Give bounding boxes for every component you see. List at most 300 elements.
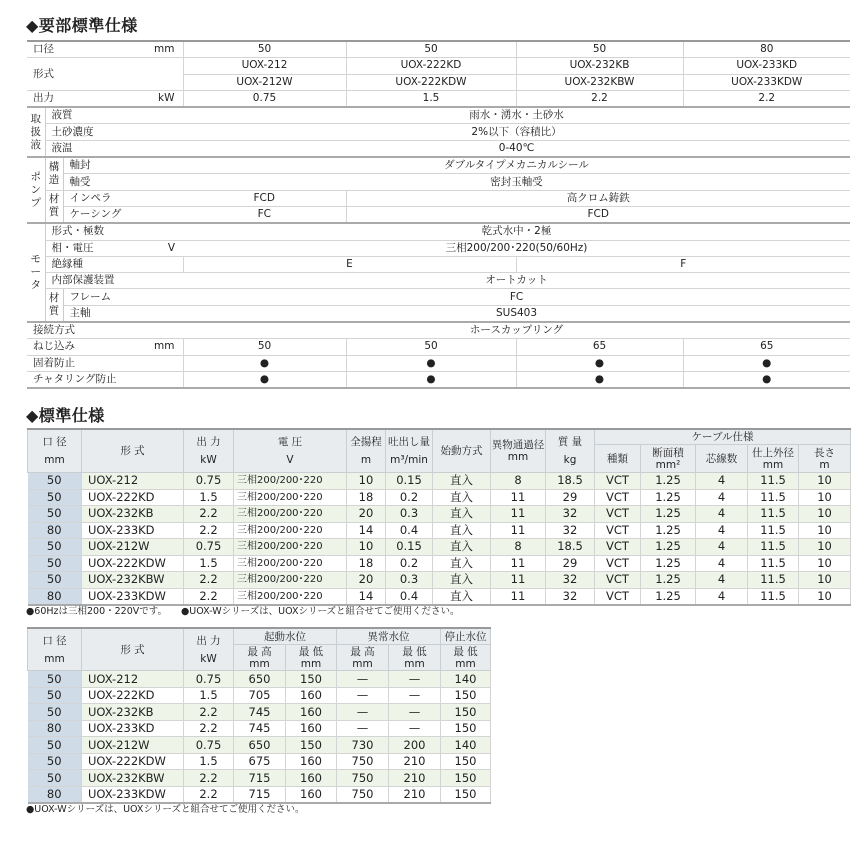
table-cell: 10 (799, 572, 851, 589)
table-cell: UOX-222KD (82, 489, 184, 506)
table-cell: 10 (347, 473, 386, 490)
table-cell: 4 (696, 522, 748, 539)
table-cell: UOX-233KDW (82, 786, 184, 803)
table-row (28, 572, 851, 589)
group-label: ポンプ (27, 157, 45, 223)
table-cell: — (337, 720, 389, 737)
group-label: 取扱液 (27, 107, 45, 157)
header-label: 最 高 (247, 645, 272, 658)
table-cell: 直入 (433, 489, 491, 506)
col-cores: 芯線数 (696, 445, 748, 473)
cell: オートカット (183, 273, 850, 289)
col-cable-group: ケーブル仕様 (595, 429, 851, 445)
footnote: ●60Hzは三相200・220Vです。 (26, 606, 168, 617)
standard-specs-table (27, 428, 851, 606)
cell: 高クロム鋳鉄 (346, 190, 850, 206)
label: 固着防止 (27, 355, 183, 371)
table-cell: 10 (799, 522, 851, 539)
header-label: 全揚程 (350, 436, 382, 448)
header-label: 長さ (814, 446, 835, 459)
table-cell: 0.75 (184, 539, 234, 556)
cell: 50 (346, 41, 516, 58)
table-cell: 11.5 (748, 572, 799, 589)
table-row (28, 753, 491, 770)
table-cell: 1.25 (641, 572, 696, 589)
table-cell: 直入 (433, 522, 491, 539)
header-label: 仕上外径 (752, 446, 794, 459)
header-label: 出 力 (196, 436, 221, 448)
cell: 2.2 (516, 90, 683, 107)
table-cell: UOX-222KDW (82, 555, 184, 572)
subgroup-label: 構造 (45, 157, 63, 190)
table-cell: 2.2 (184, 588, 234, 605)
label: 液質 (45, 107, 183, 124)
table-cell: VCT (595, 572, 641, 589)
col-od (748, 445, 799, 473)
table-cell: 2.2 (184, 704, 234, 721)
cell: FCD (183, 190, 346, 206)
header-unit: kg (563, 454, 577, 466)
table-cell: 10 (347, 539, 386, 556)
table-cell: 0.2 (386, 489, 433, 506)
row-power (27, 90, 850, 107)
table-cell: 14 (347, 522, 386, 539)
table-cell: 1.25 (641, 522, 696, 539)
table-cell: 50 (28, 770, 82, 787)
col-alarm-level: 異常水位 (337, 628, 441, 645)
row-screw (27, 339, 850, 355)
table-cell: UOX-233KDW (82, 588, 184, 605)
table-cell: 650 (234, 737, 286, 754)
table-cell: VCT (595, 489, 641, 506)
table-cell: 32 (546, 522, 595, 539)
label: チャタリング防止 (27, 371, 183, 388)
row-anti-chatter (27, 371, 850, 388)
header-unit: mm (404, 657, 425, 670)
cell: F (516, 256, 850, 272)
label: 形式・極数 (45, 223, 183, 240)
dot-icon: ● (346, 355, 516, 371)
table-cell: 18 (347, 555, 386, 572)
table-cell: 150 (441, 704, 491, 721)
cell: ホースカップリング (183, 322, 850, 339)
header-label: 最 低 (298, 645, 324, 658)
label: フレーム (63, 289, 183, 305)
table-cell: 三相200/200･220 (234, 489, 347, 506)
table-row (28, 671, 491, 688)
label: 口径 (27, 41, 151, 58)
row-bore (27, 41, 850, 58)
row-connection (27, 322, 850, 339)
table-cell: UOX-222KDW (82, 753, 184, 770)
table-cell: 三相200/200･220 (234, 588, 347, 605)
cell: E (183, 256, 516, 272)
table-cell: 200 (389, 737, 441, 754)
dot-icon: ● (516, 371, 683, 388)
header-unit: mm (44, 652, 65, 665)
table-cell: 1.25 (641, 506, 696, 523)
cell: 50 (516, 41, 683, 58)
header-label: 口 径 (42, 634, 67, 647)
table-cell: 11 (491, 506, 546, 523)
col-mass (546, 429, 595, 473)
table-cell: 18 (347, 489, 386, 506)
table-cell: 1.25 (641, 555, 696, 572)
label: 軸受 (63, 174, 183, 190)
cell: 50 (183, 339, 346, 355)
table-cell: UOX-233KD (82, 720, 184, 737)
cell: UOX-233KDW (683, 74, 850, 90)
label: 液温 (45, 140, 183, 157)
table-cell: 2.2 (184, 770, 234, 787)
table-cell: 20 (347, 506, 386, 523)
row-liquid (27, 107, 850, 124)
table-cell: 11 (491, 522, 546, 539)
table-cell: — (337, 687, 389, 704)
table-row (28, 522, 851, 539)
table-cell: 10 (799, 506, 851, 523)
unit: mm (151, 41, 183, 58)
table-cell: UOX-233KD (82, 522, 184, 539)
label: 軸封 (63, 157, 183, 174)
table-cell: 20 (347, 572, 386, 589)
table-cell: 140 (441, 671, 491, 688)
table-cell: VCT (595, 555, 641, 572)
table-cell: — (337, 704, 389, 721)
label: 内部保護装置 (45, 273, 183, 289)
table-cell: 直入 (433, 555, 491, 572)
cell: UOX-212 (183, 58, 346, 74)
table-cell: 2.2 (184, 720, 234, 737)
label: 接続方式 (27, 322, 183, 339)
table-cell: — (389, 687, 441, 704)
unit: kW (151, 90, 183, 107)
col-start-method: 始動方式 (433, 429, 491, 473)
table-cell: UOX-232KBW (82, 770, 184, 787)
dot-icon: ● (683, 355, 850, 371)
cell: 三相200/200･220(50/60Hz) (183, 240, 850, 256)
row-frame (27, 289, 850, 305)
col-model: 形 式 (82, 429, 184, 473)
table-cell: 50 (28, 555, 82, 572)
header-unit: m (360, 454, 372, 466)
table-cell: 160 (286, 786, 337, 803)
header-unit: mm² (655, 458, 681, 471)
col-solid (491, 429, 546, 473)
table-row (28, 539, 851, 556)
table-cell: 50 (28, 753, 82, 770)
row-protection (27, 273, 850, 289)
table-cell: 32 (546, 572, 595, 589)
header-row (28, 628, 491, 645)
header-unit: m (819, 458, 830, 471)
table-cell: UOX-222KD (82, 687, 184, 704)
table-cell: 4 (696, 506, 748, 523)
cell: FC (183, 289, 850, 305)
table-cell: 50 (28, 737, 82, 754)
cell: 50 (183, 41, 346, 58)
col-power (184, 429, 234, 473)
cell: 雨水・湧水・土砂水 (183, 107, 850, 124)
cell: 65 (516, 339, 683, 355)
header-label: 最 低 (402, 645, 427, 658)
table-cell: 10 (799, 555, 851, 572)
table-cell: 80 (28, 720, 82, 737)
label: 絶縁種 (45, 256, 183, 272)
header-label: 吐出し量 (388, 436, 430, 448)
table-cell: 11.5 (748, 473, 799, 490)
table-cell: UOX-212 (82, 473, 184, 490)
cell: FCD (346, 206, 850, 223)
table-cell: 11.5 (748, 588, 799, 605)
dot-icon: ● (183, 371, 346, 388)
col-length (799, 445, 851, 473)
label: ねじ込み (27, 339, 151, 355)
col-max (337, 645, 389, 671)
row-anti-stick (27, 355, 850, 371)
table-cell: 29 (546, 555, 595, 572)
table-cell: 0.3 (386, 506, 433, 523)
subgroup-label: 材質 (45, 289, 63, 322)
table-cell: 745 (234, 704, 286, 721)
table-cell: 2.2 (184, 572, 234, 589)
table-cell: 1.5 (184, 489, 234, 506)
table-cell: 4 (696, 555, 748, 572)
table-cell: 50 (28, 671, 82, 688)
row-model (27, 58, 850, 74)
table-cell: 三相200/200･220 (234, 572, 347, 589)
header-unit: mm (507, 451, 529, 463)
table-cell: 32 (546, 506, 595, 523)
table-cell: 0.75 (184, 473, 234, 490)
cell: UOX-232KBW (516, 74, 683, 90)
table-cell: 1.25 (641, 588, 696, 605)
table-cell: 1.25 (641, 489, 696, 506)
table-cell: 11 (491, 555, 546, 572)
header-unit: mm (44, 454, 65, 466)
table-row (28, 489, 851, 506)
col-start-level: 起動水位 (234, 628, 337, 645)
cell: 乾式水中・2極 (183, 223, 850, 240)
table-cell: 11.5 (748, 539, 799, 556)
table-cell: VCT (595, 506, 641, 523)
header-unit: mm (352, 657, 373, 670)
header-unit: mm (249, 657, 270, 670)
table-cell: 2.2 (184, 522, 234, 539)
table-cell: VCT (595, 473, 641, 490)
cell: UOX-233KD (683, 58, 850, 74)
table-cell: 11.5 (748, 506, 799, 523)
label: 出力 (27, 90, 151, 107)
table-cell: 0.3 (386, 572, 433, 589)
table-cell: UOX-212W (82, 539, 184, 556)
cell: 2%以下（容積比） (183, 124, 850, 140)
col-head (347, 429, 386, 473)
cell: FC (183, 206, 346, 223)
dot-icon: ● (346, 371, 516, 388)
col-model: 形 式 (82, 628, 184, 671)
subgroup-label: 材質 (45, 190, 63, 223)
table-cell: 直入 (433, 588, 491, 605)
table-cell: — (389, 671, 441, 688)
table-cell: 50 (28, 687, 82, 704)
cell: 2.2 (683, 90, 850, 107)
table-cell: VCT (595, 539, 641, 556)
header-unit: mm (762, 458, 784, 471)
dot-icon: ● (683, 371, 850, 388)
table-cell: 4 (696, 489, 748, 506)
footnote: ●UOX-Wシリーズは、UOXシリーズと組合せてご使用ください。 (26, 804, 305, 815)
table-cell: 4 (696, 473, 748, 490)
table-row (28, 506, 851, 523)
table-cell: 8 (491, 473, 546, 490)
table-cell: 80 (28, 522, 82, 539)
table-cell: 11.5 (748, 522, 799, 539)
table-cell: 1.5 (184, 687, 234, 704)
unit: V (151, 240, 183, 256)
table-cell: 1.5 (184, 753, 234, 770)
table-cell: 150 (286, 737, 337, 754)
table-cell: 三相200/200･220 (234, 506, 347, 523)
table-cell: 140 (441, 737, 491, 754)
col-min (286, 645, 337, 671)
table-cell: UOX-232KB (82, 704, 184, 721)
table-cell: 0.75 (184, 671, 234, 688)
table-cell: 10 (799, 489, 851, 506)
header-unit: kW (200, 652, 217, 665)
footnotes (26, 603, 473, 617)
cell: UOX-232KB (516, 58, 683, 74)
label: 相・電圧 (45, 240, 151, 256)
col-power (184, 628, 234, 671)
table-cell: 210 (389, 786, 441, 803)
row-phase-voltage (27, 240, 850, 256)
dot-icon: ● (516, 355, 683, 371)
table-cell: 0.4 (386, 522, 433, 539)
header-label: 最 低 (453, 645, 478, 658)
table-cell: 11.5 (748, 489, 799, 506)
table-row (28, 555, 851, 572)
table-cell: 三相200/200･220 (234, 522, 347, 539)
table-cell: 0.2 (386, 555, 433, 572)
table-cell: 0.15 (386, 473, 433, 490)
header-row (28, 429, 851, 445)
cell: 65 (683, 339, 850, 355)
table-cell: 675 (234, 753, 286, 770)
row-casing (27, 206, 850, 223)
table-cell: 160 (286, 704, 337, 721)
header-label: 断面積 (652, 446, 684, 459)
cell: UOX-222KDW (346, 74, 516, 90)
table-row (28, 770, 491, 787)
col-stop-level: 停止水位 (441, 628, 491, 645)
col-max (234, 645, 286, 671)
table-row (28, 704, 491, 721)
table-cell: 8 (491, 539, 546, 556)
row-sand (27, 124, 850, 140)
table-cell: 730 (337, 737, 389, 754)
table-cell: 29 (546, 489, 595, 506)
cell: 密封玉軸受 (183, 174, 850, 190)
row-bearing (27, 174, 850, 190)
footnote: ●UOX-Wシリーズは、UOXシリーズと組合せてご使用ください。 (181, 606, 460, 617)
table-cell: 745 (234, 720, 286, 737)
table-cell: 4 (696, 572, 748, 589)
table-cell: 750 (337, 753, 389, 770)
table-cell: 210 (389, 753, 441, 770)
table-cell: 50 (28, 539, 82, 556)
table-cell: UOX-212W (82, 737, 184, 754)
table-cell: 50 (28, 506, 82, 523)
table-cell: 160 (286, 753, 337, 770)
col-voltage (234, 429, 347, 473)
table-cell: 50 (28, 473, 82, 490)
col-bore (28, 429, 82, 473)
label: 主軸 (63, 305, 183, 322)
table-cell: 32 (546, 588, 595, 605)
table-cell: 10 (799, 539, 851, 556)
table-cell: 750 (337, 786, 389, 803)
table-cell: 14 (347, 588, 386, 605)
row-impeller (27, 190, 850, 206)
table-cell: 4 (696, 539, 748, 556)
table-cell: 0.4 (386, 588, 433, 605)
cell: 0-40℃ (183, 140, 850, 157)
table-cell: 直入 (433, 473, 491, 490)
row-shaft (27, 305, 850, 322)
header-unit: m³/min (390, 454, 428, 466)
table-cell: — (389, 720, 441, 737)
table-cell: 650 (234, 671, 286, 688)
table-cell: 4 (696, 588, 748, 605)
section-title-key-specs: ◆要部標準仕様 (26, 16, 138, 35)
table-cell: 三相200/200･220 (234, 555, 347, 572)
table-cell: 160 (286, 720, 337, 737)
table-cell: 150 (441, 786, 491, 803)
row-temp (27, 140, 850, 157)
table-cell: 160 (286, 687, 337, 704)
cell: 80 (683, 41, 850, 58)
cell: 1.5 (346, 90, 516, 107)
table-cell: 50 (28, 489, 82, 506)
table-cell: 直入 (433, 539, 491, 556)
unit: mm (151, 339, 183, 355)
table-cell: 0.75 (184, 737, 234, 754)
header-label: 異物通過径 (491, 439, 545, 451)
table-cell: 18.5 (546, 539, 595, 556)
label: 土砂濃度 (45, 124, 183, 140)
header-unit: mm (455, 657, 476, 670)
table-cell: 18.5 (546, 473, 595, 490)
row-insulation (27, 256, 850, 272)
table-cell: 11.5 (748, 555, 799, 572)
table-cell: 50 (28, 704, 82, 721)
table-cell: 0.15 (386, 539, 433, 556)
table-cell: 50 (28, 572, 82, 589)
table-row (28, 687, 491, 704)
key-specs-table (27, 40, 850, 389)
header-unit: mm (300, 657, 322, 670)
dot-icon: ● (183, 355, 346, 371)
table-cell: 150 (441, 770, 491, 787)
table-cell: 11 (491, 588, 546, 605)
table-cell: 三相200/200･220 (234, 473, 347, 490)
table-cell: 160 (286, 770, 337, 787)
header-unit: kW (200, 454, 217, 466)
table-row (28, 720, 491, 737)
table-cell: UOX-232KB (82, 506, 184, 523)
col-min (389, 645, 441, 671)
